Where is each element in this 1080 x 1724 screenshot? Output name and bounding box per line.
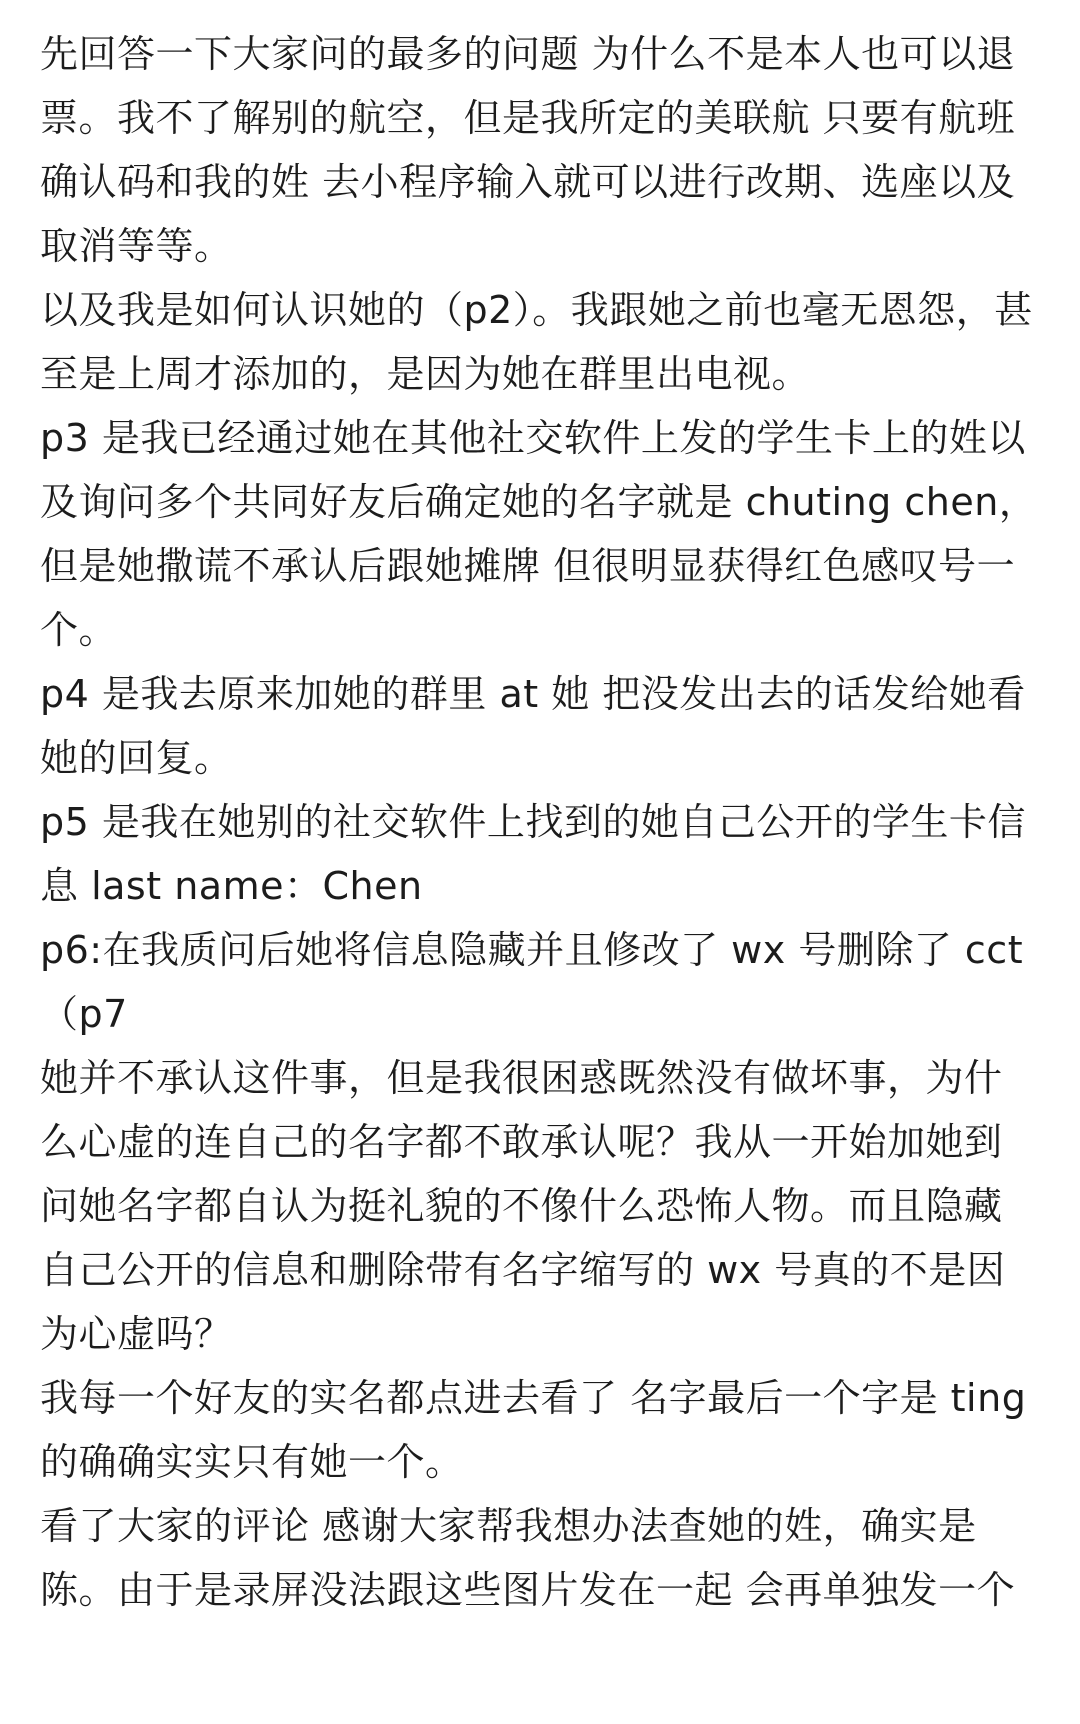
paragraph-question: 她并不承认这件事，但是我很困惑既然没有做坏事，为什么心虚的连自己的名字都不敢承认呢？我从一开始加她到问她名字都自认为挺礼貌的不像什么恐怖人物。而且隐藏自己公开的信息和删除带有名字缩写的 wx 号真的不是因为心虚吗？ xyxy=(40,1056,1006,1356)
paragraph-how-met: 以及我是如何认识她的（p2）。我跟她之前也毫无恩怨，甚至是上周才添加的，是因为她在群里出电视。 xyxy=(40,288,1033,396)
paragraph-p5: p5 是我在她别的社交软件上找到的她自己公开的学生卡信息 last name：Chen xyxy=(40,800,1026,908)
paragraph-friends-check: 我每一个好友的实名都点进去看了 名字最后一个字是 ting 的确确实实只有她一个。 xyxy=(40,1376,1027,1484)
paragraph-p6: p6:在我质问后她将信息隐藏并且修改了 wx 号删除了 cct（p7 xyxy=(40,928,1024,1036)
paragraph-p3: p3 是我已经通过她在其他社交软件上发的学生卡上的姓以及询问多个共同好友后确定她的名字就是 chuting chen，但是她撒谎不承认后跟她摊牌 但很明显获得红色感叹号一个。 xyxy=(40,416,1038,652)
paragraph-thanks: 看了大家的评论 感谢大家帮我想办法查她的姓，确实是陈。由于是录屏没法跟这些图片发在一起 会再单独发一个 xyxy=(40,1504,1016,1612)
paragraph-faq-answer: 先回答一下大家问的最多的问题 为什么不是本人也可以退票。我不了解别的航空，但是我所定的美联航 只要有航班确认码和我的姓 去小程序输入就可以进行改期、选座以及取消等等。 xyxy=(40,32,1016,268)
paragraph-p4: p4 是我去原来加她的群里 at 她 把没发出去的话发给她看她的回复。 xyxy=(40,672,1026,780)
